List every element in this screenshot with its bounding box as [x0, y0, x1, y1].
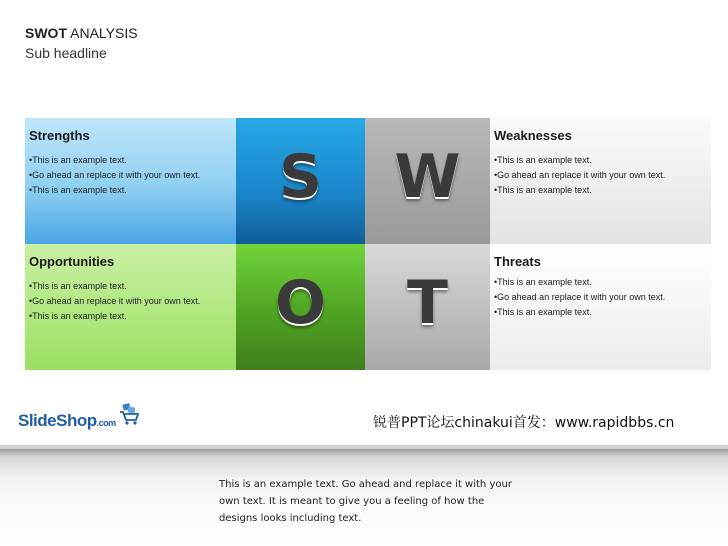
- list-item: •Go ahead an replace it with your own text.: [29, 170, 201, 180]
- slide-subtitle: Sub headline: [25, 45, 107, 61]
- threats-title: Threats: [494, 254, 541, 269]
- shopping-cart-icon: [118, 402, 140, 426]
- o-letter: O: [274, 268, 326, 338]
- list-item: •This is an example text.: [29, 185, 127, 195]
- w-letter-block: [365, 118, 490, 244]
- list-item: •Go ahead an replace it with your own text.: [29, 296, 201, 306]
- list-item: •This is an example text.: [29, 311, 127, 321]
- strengths-list: [29, 153, 236, 198]
- list-item: •Go ahead an replace it with your own text.: [494, 170, 666, 180]
- weaknesses-title: Weaknesses: [494, 128, 572, 143]
- watermark-text: 锐普PPT论坛chinakui首发：www.rapidbbs.cn: [373, 415, 675, 431]
- weaknesses-list: [494, 153, 711, 198]
- strengths-panel: [25, 118, 236, 244]
- t-letter-block: [365, 244, 490, 370]
- o-letter-block: [236, 244, 365, 370]
- slide-title: [25, 25, 138, 41]
- list-item: •This is an example text.: [494, 277, 592, 287]
- threats-panel: [490, 244, 711, 370]
- list-item: •This is an example text.: [494, 155, 592, 165]
- swot-grid: [25, 118, 711, 370]
- list-item: •This is an example text.: [494, 307, 592, 317]
- s-letter-block: [236, 118, 365, 244]
- footer-text: This is an example text. Go ahead and replace it with your own text. It is meant to give you a feeling of how the designs looks including text.: [219, 479, 512, 524]
- list-item: •This is an example text.: [29, 155, 127, 165]
- t-letter: T: [407, 268, 448, 338]
- logo-name: SlideShop: [18, 411, 97, 430]
- weaknesses-panel: [490, 118, 711, 244]
- logo-suffix: .com: [96, 418, 116, 428]
- title-bold: SWOT: [25, 25, 67, 41]
- s-letter: S: [278, 142, 323, 212]
- list-item: •This is an example text.: [29, 281, 127, 291]
- slideshop-logo: [18, 400, 143, 440]
- title-rest: ANALYSIS: [67, 25, 138, 41]
- logo-wordmark: [18, 411, 116, 431]
- opportunities-title: Opportunities: [29, 254, 115, 269]
- list-item: •Go ahead an replace it with your own text.: [494, 292, 666, 302]
- w-letter: W: [394, 142, 461, 212]
- strengths-title: Strengths: [29, 128, 90, 143]
- threats-list: [494, 275, 674, 320]
- opportunities-list: [29, 279, 209, 324]
- list-item: •This is an example text.: [494, 185, 592, 195]
- opportunities-panel: [25, 244, 236, 370]
